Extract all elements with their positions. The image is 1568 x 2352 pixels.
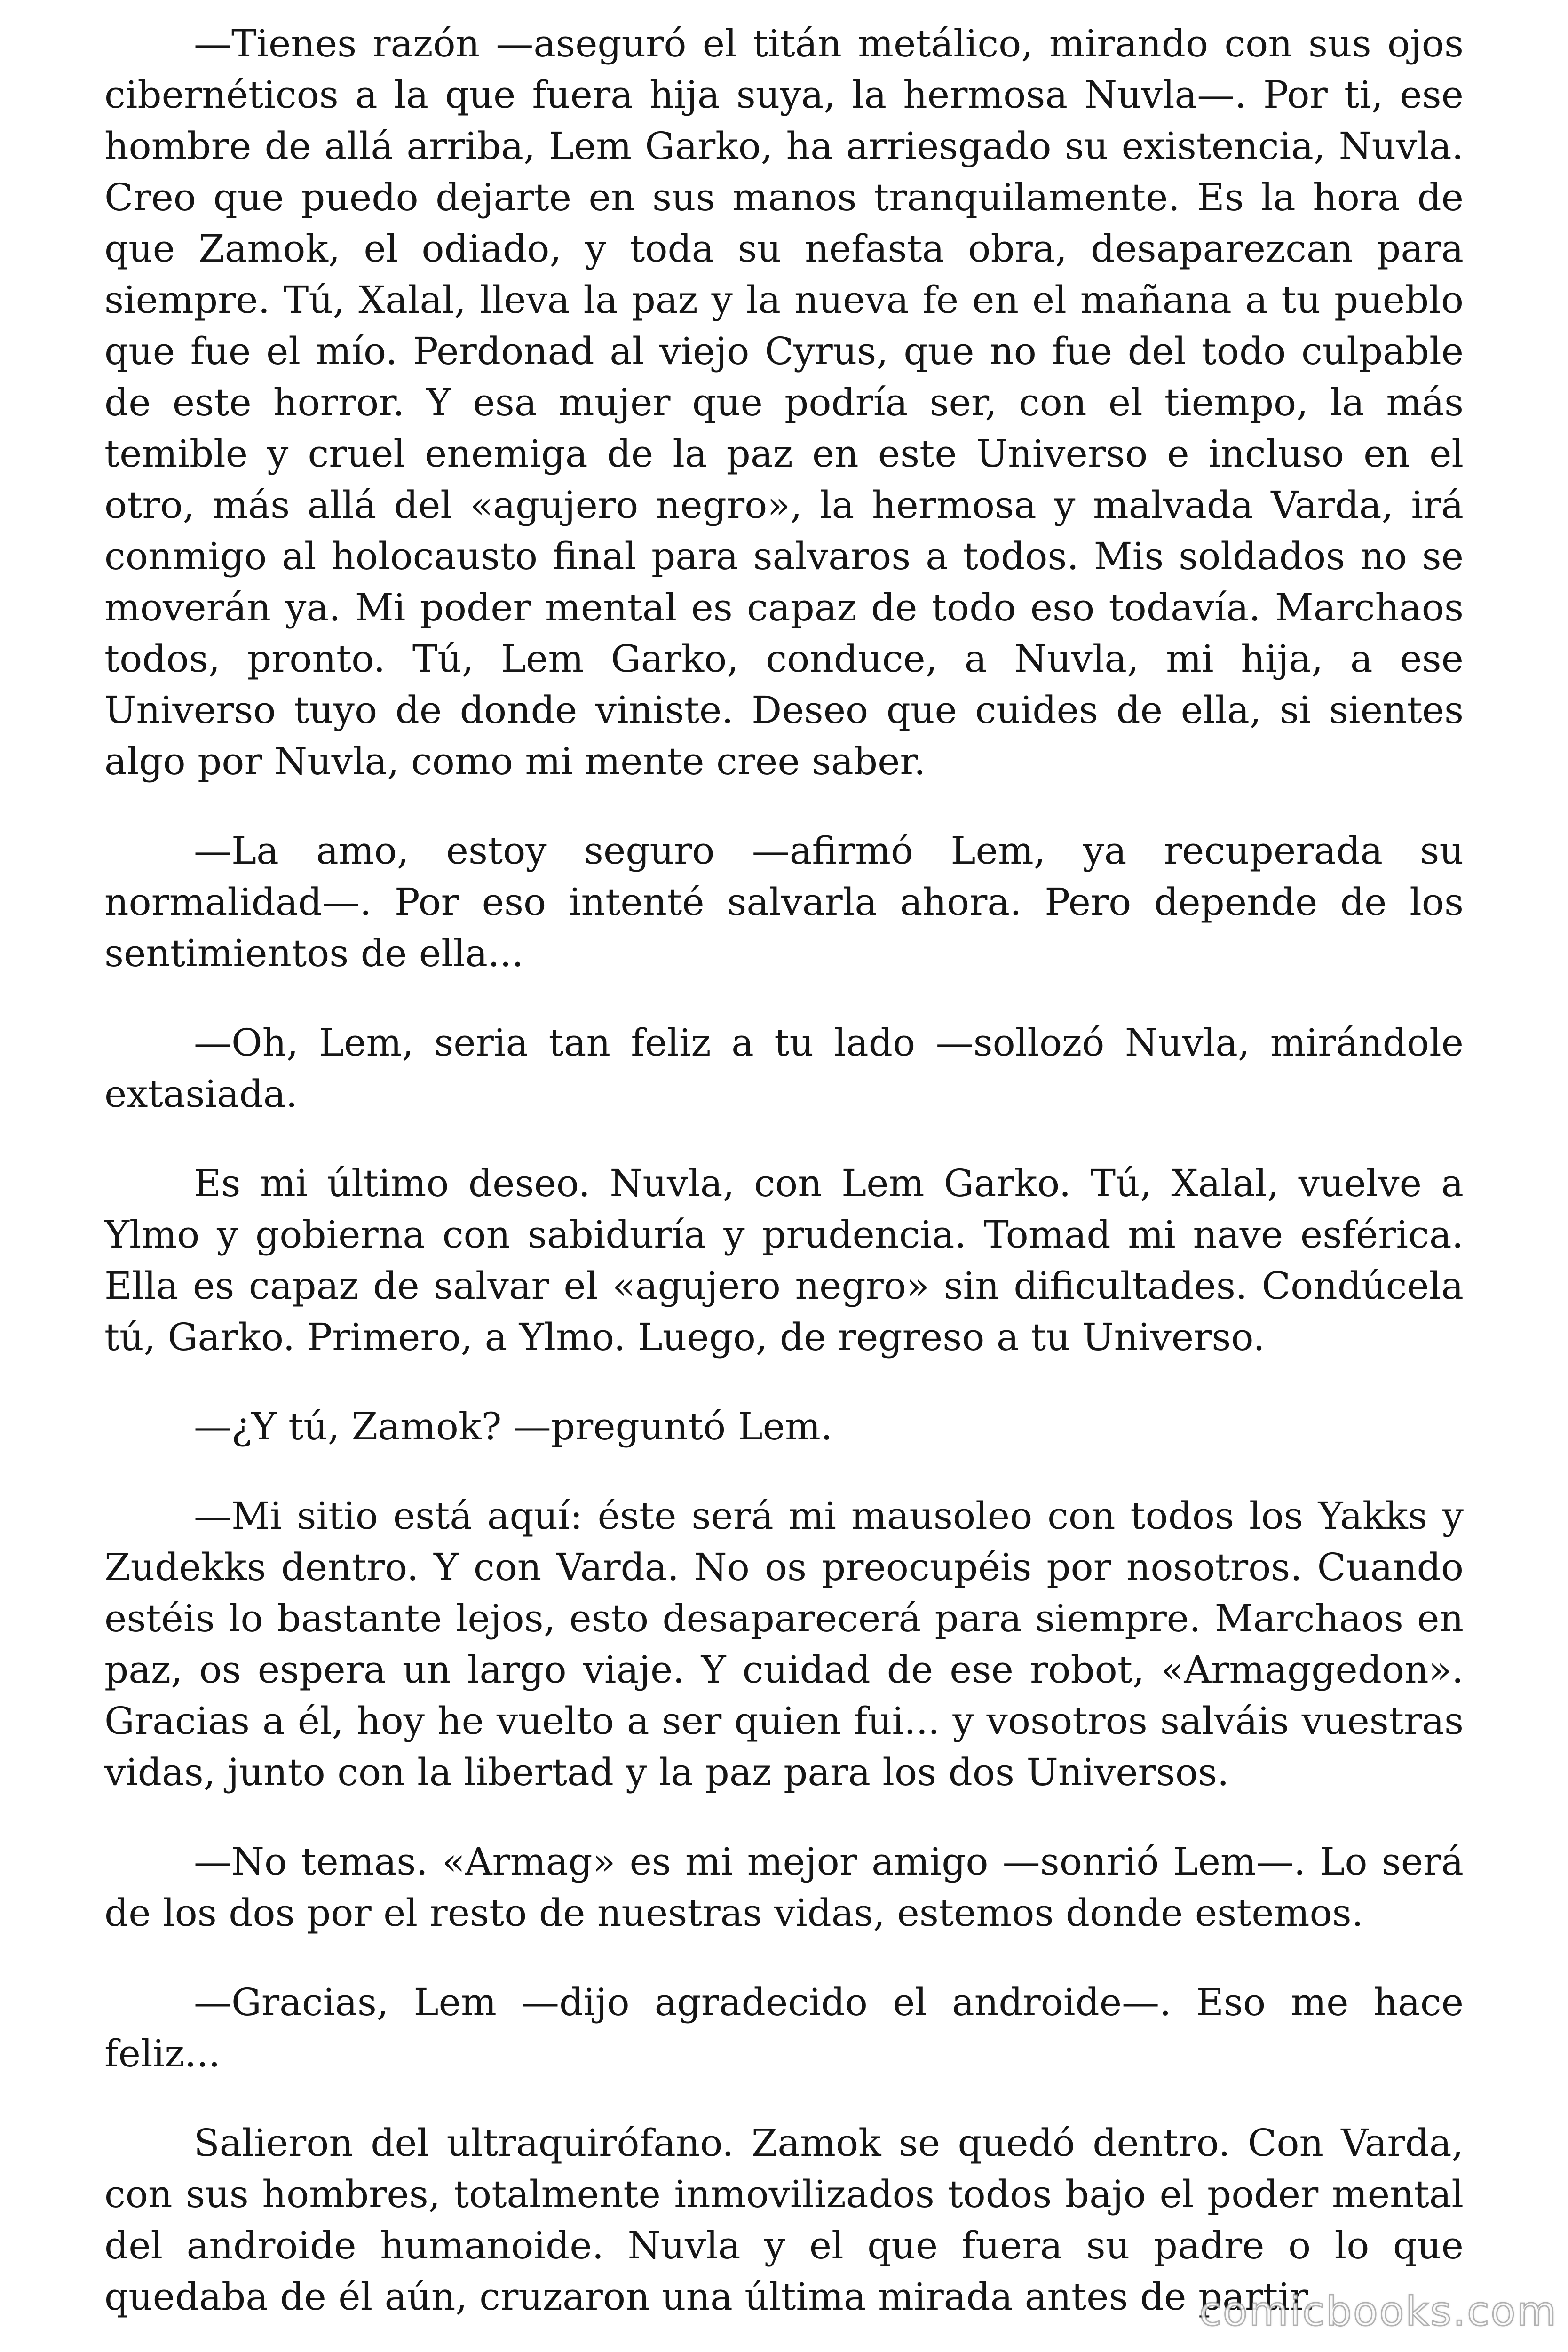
paragraph: —No temas. «Armag» es mi mejor amigo —sonrió Lem—. Lo será de los dos por el resto de nuestras vidas, estemos donde estemos.	[104, 1840, 1464, 1935]
paragraph: —Gracias, Lem —dijo agradecido el androide—. Eso me hace feliz...	[104, 1980, 1464, 2075]
paragraph: —Mi sitio está aquí: éste será mi mausoleo con todos los Yakks y Zudekks dentro. Y con Varda. No os preocupéis por nosotros. Cuando estéis lo bastante lejos, esto desaparecerá para siempre. Marchaos en paz, os espera un largo viaje. Y cuidad de ese robot, «Armaggedon». Gracias a él, hoy he vuelto a ser quien fui... y vosotros salváis vuestras vidas, junto con la libertad y la paz para los dos Universos.	[104, 1494, 1464, 1794]
paragraph: Es mi último deseo. Nuvla, con Lem Garko. Tú, Xalal, vuelve a Ylmo y gobierna con sabiduría y prudencia. Tomad mi nave esférica. Ella es capaz de salvar el «agujero negro» sin dificultades. Condúcela tú, Garko. Primero, a Ylmo. Luego, de regreso a tu Universo.	[104, 1161, 1464, 1359]
paragraph: Salieron del ultraquirófano. Zamok se quedó dentro. Con Varda, con sus hombres, totalmente inmovilizados todos bajo el poder mental del androide humanoide. Nuvla y el que fuera su padre o lo que quedaba de él aún, cruzaron una última mirada antes de partir.	[104, 2121, 1464, 2319]
watermark: comicbooks.com	[1199, 2288, 1558, 2335]
paragraph: —Tienes razón —aseguró el titán metálico, mirando con sus ojos cibernéticos a la que fuera hija suya, la hermosa Nuvla—. Por ti, ese hombre de allá arriba, Lem Garko, ha arriesgado su existencia, Nuvla. Creo que puedo dejarte en sus manos tranquilamente. Es la hora de que Zamok, el odiado, y toda su nefasta obra, desaparezcan para siempre. Tú, Xalal, lleva la paz y la nueva fe en el mañana a tu pueblo que fue el mío. Perdonad al viejo Cyrus, que no fue del todo culpable de este horror. Y esa mujer que podría ser, con el tiempo, la más temible y cruel enemiga de la paz en este Universo e incluso en el otro, más allá del «agujero negro», la hermosa y malvada Varda, irá conmigo al holocausto final para salvaros a todos. Mis soldados no se moverán ya. Mi poder mental es capaz de todo eso todavía. Marchaos todos, pronto. Tú, Lem Garko, conduce, a Nuvla, mi hija, a ese Universo tuyo de donde viniste. Deseo que cuides de ella, si sientes algo por Nuvla, como mi mente cree saber.	[104, 22, 1464, 783]
paragraph: —¿Y tú, Zamok? —preguntó Lem.	[194, 1405, 833, 1448]
paragraph: —La amo, estoy seguro —afirmó Lem, ya recuperada su normalidad—. Por eso intenté salvarla ahora. Pero depende de los sentimientos de ella...	[104, 829, 1464, 975]
body-text	[104, 18, 1464, 2352]
paragraph: —Oh, Lem, seria tan feliz a tu lado —sollozó Nuvla, mirándole extasiada.	[104, 1021, 1464, 1116]
